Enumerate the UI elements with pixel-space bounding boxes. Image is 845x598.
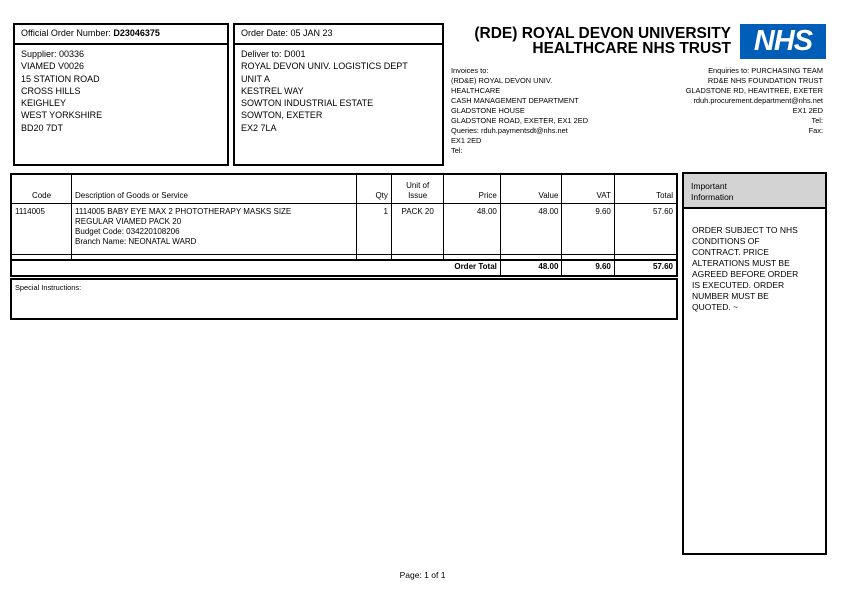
header-total: Total <box>614 174 677 204</box>
order-number-box <box>13 23 229 166</box>
item-price: 48.00 <box>444 204 501 255</box>
item-value: 48.00 <box>500 204 562 255</box>
order-total-value: 48.00 <box>500 260 562 276</box>
header-unit-line: Unit of <box>406 181 430 190</box>
item-description-line: Budget Code: 034220108206 <box>75 227 180 236</box>
supplier-line: 15 STATION ROAD <box>21 73 100 84</box>
table-row <box>11 204 677 255</box>
invoices-line: GLADSTONE HOUSE <box>451 106 525 115</box>
table-header-row <box>11 174 677 204</box>
enquiries-line: rduh.procurement.department@nhs.net <box>693 96 823 105</box>
header-unit-line: Issue <box>408 191 428 200</box>
invoices-line: (RD&E) ROYAL DEVON UNIV. <box>451 76 553 85</box>
item-unit: PACK 20 <box>391 204 443 255</box>
supplier-line: Supplier: 00336 <box>21 49 85 59</box>
order-date-box <box>233 23 444 166</box>
item-total: 57.60 <box>614 204 677 255</box>
item-description-line: REGULAR VIAMED PACK 20 <box>75 217 182 226</box>
header-code: Code <box>11 174 72 204</box>
important-info-line: CONTRACT. PRICE <box>692 247 769 257</box>
supplier-line: BD20 7DT <box>21 122 64 133</box>
special-instructions-box <box>10 278 678 320</box>
enquiries-line: EX1 2ED <box>792 106 823 115</box>
order-total-label: Order Total <box>11 260 500 276</box>
delivery-line: Deliver to: D001 <box>241 49 306 59</box>
delivery-line: SOWTON INDUSTRIAL ESTATE <box>241 98 374 109</box>
header-description: Description of Goods or Service <box>72 174 357 204</box>
item-description <box>72 204 357 255</box>
invoices-line: HEALTHCARE <box>451 86 501 95</box>
important-info-line: IS EXECUTED. ORDER <box>692 280 785 290</box>
delivery-line: SOWTON, EXETER <box>241 110 323 121</box>
important-info-line: ORDER SUBJECT TO NHS <box>692 225 798 235</box>
special-instructions-label: Special Instructions: <box>15 283 82 292</box>
enquiries-line: GLADSTONE RD, HEAVITREE, EXETER <box>685 86 823 95</box>
important-info-header <box>684 174 825 209</box>
item-vat: 9.60 <box>562 204 614 255</box>
invoices-line: EX1 2ED <box>451 136 482 145</box>
supplier-line: KEIGHLEY <box>21 98 67 109</box>
trust-name-line: HEALTHCARE NHS TRUST <box>532 40 731 57</box>
header-unit-of-issue <box>391 174 443 204</box>
enquiries-line: Tel: <box>811 116 823 125</box>
important-info-title: Important <box>691 181 727 191</box>
invoices-line: Tel: <box>451 146 463 155</box>
invoices-line: Invoices to: <box>451 66 489 75</box>
enquiries-address <box>593 66 823 136</box>
important-info-title: Information <box>691 192 734 202</box>
important-info-line: NUMBER MUST BE <box>692 291 769 301</box>
trust-name-line: (RDE) ROYAL DEVON UNIVERSITY <box>474 25 731 42</box>
important-info-line: ALTERATIONS MUST BE <box>692 258 790 268</box>
delivery-address <box>235 45 442 134</box>
item-qty: 1 <box>356 204 391 255</box>
order-date: Order Date: 05 JAN 23 <box>235 25 442 45</box>
order-total-vat: 9.60 <box>562 260 614 276</box>
important-info-body <box>684 209 825 313</box>
item-code: 1114005 <box>11 204 72 255</box>
important-info-line: AGREED BEFORE ORDER <box>692 269 799 279</box>
important-info-box <box>682 172 827 555</box>
header-qty: Qty <box>356 174 391 204</box>
invoices-line: GLADSTONE ROAD, EXETER, EX1 2ED <box>451 116 589 125</box>
delivery-line: ROYAL DEVON UNIV. LOGISTICS DEPT <box>241 61 408 72</box>
supplier-line: CROSS HILLS <box>21 85 81 96</box>
item-description-line: 1114005 BABY EYE MAX 2 PHOTOTHERAPY MASKS SIZE <box>75 207 292 216</box>
header-price: Price <box>444 174 501 204</box>
enquiries-line: RD&E NHS FOUNDATION TRUST <box>707 76 823 85</box>
delivery-line: UNIT A <box>241 73 270 84</box>
trust-name <box>474 26 731 56</box>
order-number-value: D23046375 <box>113 28 160 38</box>
supplier-line: WEST YORKSHIRE <box>21 110 103 121</box>
delivery-line: KESTREL WAY <box>241 85 304 96</box>
supplier-address <box>15 45 227 134</box>
header-value: Value <box>500 174 562 204</box>
important-info-line: QUOTED. ~ <box>692 302 739 312</box>
order-total-row <box>11 260 677 276</box>
order-number-label: Official Order Number: <box>21 28 111 38</box>
order-number-header <box>15 25 227 45</box>
enquiries-line: Fax: <box>808 126 823 135</box>
invoices-line: Queries: rduh.paymentsdt@nhs.net <box>451 126 568 135</box>
page-number: Page: 1 of 1 <box>399 570 446 580</box>
order-total-total: 57.60 <box>614 260 677 276</box>
nhs-logo: NHS <box>740 24 826 59</box>
order-items-table <box>10 173 678 277</box>
item-description-line: Branch Name: NEONATAL WARD <box>75 237 197 246</box>
enquiries-line: Enquiries to: PURCHASING TEAM <box>708 66 823 75</box>
supplier-line: VIAMED V0026 <box>21 61 85 72</box>
important-info-line: CONDITIONS OF <box>692 236 760 246</box>
invoices-line: CASH MANAGEMENT DEPARTMENT <box>451 96 579 105</box>
header-vat: VAT <box>562 174 614 204</box>
delivery-line: EX2 7LA <box>241 122 277 133</box>
